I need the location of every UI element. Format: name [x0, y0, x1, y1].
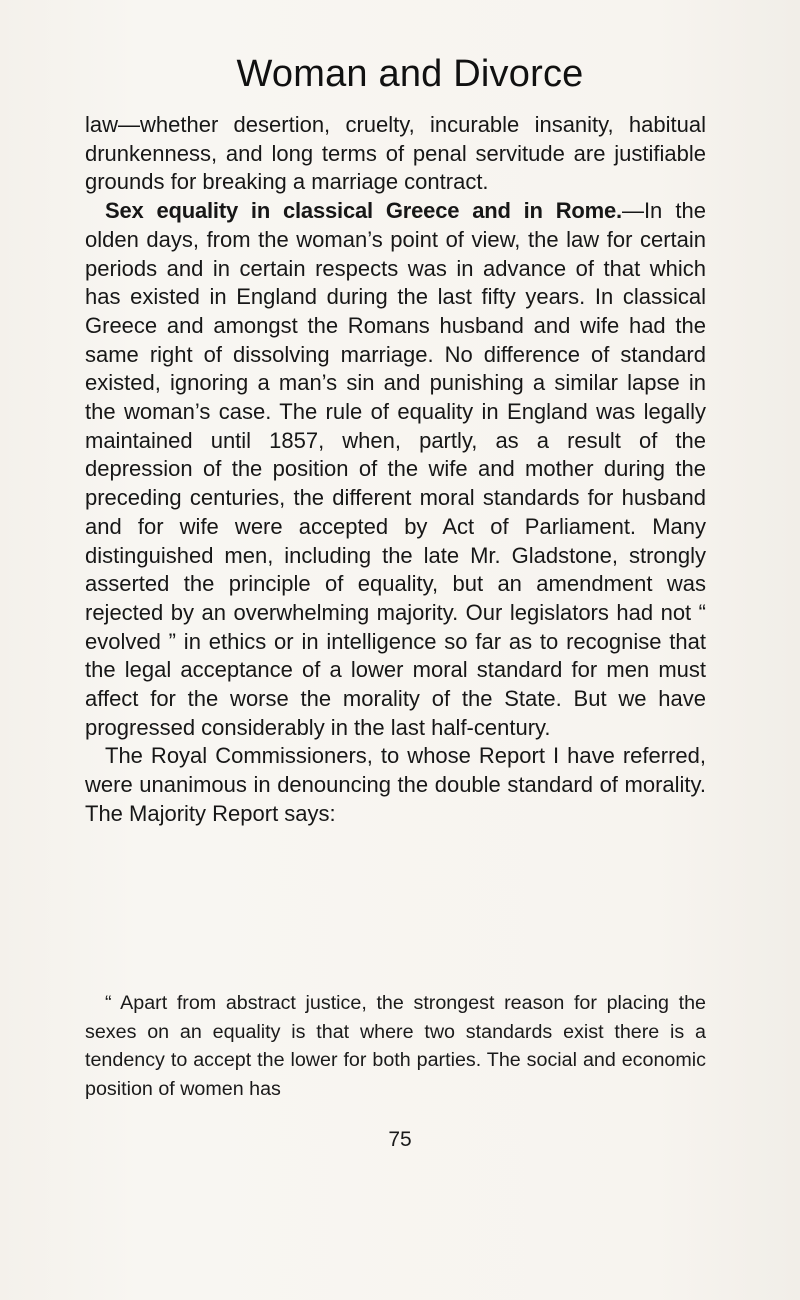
- paragraph-2: [85, 197, 706, 742]
- paragraph-2-text: —In the olden days, from the woman’s point of view, the law for certain periods and in certain respects was in advance of that which has existed in England during the last fifty years. In classical Greece and amongst the Romans husband and wife had the same right of dissolving marriage. No difference of standard existed, ignoring a man’s sin and punishing a similar lapse in the woman’s case. The rule of equality in England was legally maintained until 1857, when, partly, as a result of the depression of the position of the wife and mother during the preceding centuries, the different moral standards for husband and for wife were accepted by Act of Parliament. Many distinguished men, including the late Mr. Gladstone, strongly asserted the principle of equality, but an amendment was rejected by an overwhelming majority. Our legislators had not “ evolved ” in ethics or in intelligence so far as to recognise that the legal acceptance of a lower moral standard for men must affect for the worse the morality of the State. But we have progressed considerably in the last half-century.: [85, 198, 706, 740]
- paragraph-1: law—whether desertion, cruelty, incurable insanity, habitual drunkenness, and long terms of penal servitude are justifiable grounds for breaking a marriage contract.: [85, 112, 706, 195]
- paragraph-3: The Royal Commissioners, to whose Report I have referred, were unanimous in denouncing the double standard of morality. The Majority Report says:: [85, 743, 706, 826]
- body-text: [85, 111, 706, 829]
- section-run-in-heading: Sex equality in classical Greece and in Rome.: [105, 198, 622, 224]
- block-quotation: “ Apart from abstract justice, the strongest reason for placing the sexes on an equality is that where two standards exist there is a tendency to accept the lower for both parties. The social and economic position of women has: [85, 992, 706, 1101]
- running-head: Woman and Divorce: [236, 53, 584, 95]
- page-number: 75: [388, 1128, 412, 1151]
